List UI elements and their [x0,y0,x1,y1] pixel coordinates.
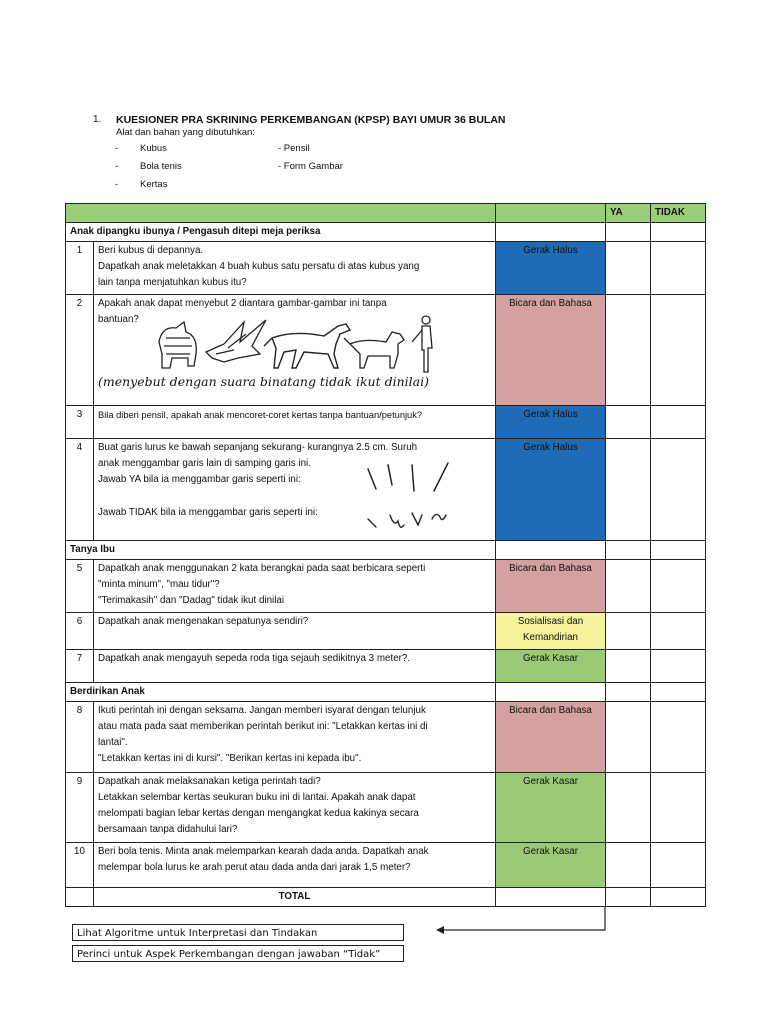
kpsp-table [65,203,706,907]
question-cell [94,406,496,439]
answer-ya[interactable] [606,773,651,843]
empty-cell [496,683,606,702]
col-ya: YA [606,204,651,223]
category-cell: Gerak Halus [496,242,606,295]
question-line: melompati bagian lebar kertas dengan mengangkat kedua kakinya secara [98,808,419,819]
answer-ya[interactable] [606,843,651,888]
answer-tidak[interactable] [651,843,706,888]
question-cell [94,242,496,295]
bullet: - [115,143,119,154]
horse-icon [264,324,350,368]
empty-cell [66,888,94,907]
question-line: Jawab TIDAK bila ia menggambar garis seperti ini: [98,507,318,518]
question-line: bersamaan tanpa didahului lari? [98,824,238,835]
answer-ya[interactable] [606,702,651,773]
question-line: lantai". [98,737,128,748]
empty-cell [496,888,606,907]
answer-tidak[interactable] [651,560,706,613]
category-cell: Gerak Halus [496,406,606,439]
category-cell: Gerak Kasar [496,650,606,683]
question-line: Dapatkah anak melaksanakan ketiga perintah tadi? [98,776,321,787]
table-row [66,613,706,650]
category-cell: Bicara dan Bahasa [496,560,606,613]
material-item: - Pensil [278,143,310,154]
category-line: Sosialisasi dan [517,616,584,627]
question-line: "Letakkan kertas ini di kursi". "Berikan kertas ini kepada ibu". [98,753,362,764]
header-cell [66,204,496,223]
question-line: Beri kubus di depannya. [98,245,204,256]
dog-icon [344,332,404,368]
table-row [66,242,706,295]
man-icon [412,316,432,372]
question-line: Dapatkah anak mengayuh sepeda roda tiga sejauh sedikitnya 3 meter?. [98,653,411,664]
answer-tidak[interactable] [651,702,706,773]
scribble-lines-icon [366,507,466,533]
answer-tidak[interactable] [651,773,706,843]
empty-cell [651,223,706,242]
question-cell [94,295,496,406]
question-line: Beri bola tenis. Minta anak melemparkan kearah dada anda. Dapatkah anak [98,846,429,857]
bullet: - [115,179,119,190]
answer-ya[interactable] [606,242,651,295]
empty-cell [496,541,606,560]
answer-ya[interactable] [606,439,651,541]
question-line: "Terimakasih" dan "Dadag" tidak ikut dinilai [98,595,284,606]
empty-cell [496,223,606,242]
question-line: Dapatkah anak menggunakan 2 kata berangkai pada saat berbicara seperti [98,563,426,574]
table-row [66,650,706,683]
header-row [66,204,706,223]
answer-tidak[interactable] [651,650,706,683]
section-title: Anak dipangku ibunya / Pengasuh ditepi meja periksa [66,223,496,242]
bird-icon [206,320,266,362]
table-row [66,560,706,613]
section-row [66,541,706,560]
question-line: Bila diberi pensil, apakah anak mencoret-coret kertas tanpa bantuan/petunjuk? [98,410,423,420]
question-line: Buat garis lurus ke bawah sepanjang sekurang- kurangnya 2.5 cm. Suruh [98,442,418,453]
category-cell: Bicara dan Bahasa [496,702,606,773]
detail-note: Perinci untuk Aspek Perkembangan dengan jawaban “Tidak” [72,945,404,962]
question-line: atau mata pada saat memberikan perintah berikut ini: "Letakkan kertas ini di [98,721,428,732]
question-line: Dapatkah anak meletakkan 4 buah kubus satu persatu di atas kubus yang [98,261,420,272]
material-item: Bola tenis [140,161,182,172]
question-line: lain tanpa menjatuhkan kubus itu? [98,277,247,288]
question-line: Apakah anak dapat menyebut 2 diantara gambar-gambar ini tanpa [98,298,387,309]
table-row [66,439,706,541]
empty-cell [606,683,651,702]
question-line: Ikuti perintah ini dengan seksama. Jangan memberi isyarat dengan telunjuk [98,705,426,716]
category-cell: Bicara dan Bahasa [496,295,606,406]
section-title: Berdirikan Anak [66,683,496,702]
answer-tidak[interactable] [651,613,706,650]
col-tidak: TIDAK [651,204,706,223]
question-cell [94,702,496,773]
row-number: 7 [66,650,94,683]
row-number: 5 [66,560,94,613]
answer-ya[interactable] [606,406,651,439]
material-item: - Form Gambar [278,161,343,172]
empty-cell [651,683,706,702]
answer-ya[interactable] [606,560,651,613]
straight-lines-icon [362,461,472,497]
question-line: melempar bola lurus ke arah perut atau dada anda dari jarak 1,5 meter? [98,862,411,873]
section-title: Tanya Ibu [66,541,496,560]
section-number: 1. [93,114,102,125]
answer-tidak[interactable] [651,295,706,406]
answer-tidak[interactable] [651,406,706,439]
question-cell [94,843,496,888]
category-cell [496,613,606,650]
question-cell [94,650,496,683]
row-number: 2 [66,295,94,406]
category-cell: Gerak Kasar [496,843,606,888]
question-line: bantuan? [98,314,139,325]
answer-tidak[interactable] [651,439,706,541]
row-number: 6 [66,613,94,650]
animal-pictures [154,314,454,374]
row-number: 8 [66,702,94,773]
question-line: Jawab YA bila ia menggambar garis seperti ini: [98,474,301,485]
total-row [66,888,706,907]
page-title: KUESIONER PRA SKRINING PERKEMBANGAN (KPSP) BAYI UMUR 36 BULAN [116,114,506,126]
total-tidak[interactable] [651,888,706,907]
question-line: "minta minum", "mau tidur"? [98,579,220,590]
empty-cell [606,541,651,560]
row-number: 9 [66,773,94,843]
material-item: Kubus [140,143,167,154]
question-line: Letakkan selembar kertas seukuran buku ini di lantai. Apakah anak dapat [98,792,416,803]
arrow-left-icon [432,906,612,936]
question-line: anak menggambar garis lain di samping garis ini. [98,458,311,469]
category-line: Kemandirian [522,632,578,643]
category-cell: Gerak Kasar [496,773,606,843]
materials-heading: Alat dan bahan yang dibutuhkan: [116,127,255,138]
answer-ya[interactable] [606,650,651,683]
question-line: Dapatkah anak mengenakan sepatunya sendiri? [98,616,309,627]
answer-tidak[interactable] [651,242,706,295]
question-cell [94,773,496,843]
row-number: 3 [66,406,94,439]
question-cell [94,560,496,613]
cat-icon [159,322,196,368]
empty-cell [651,541,706,560]
question-note: (menyebut dengan suara binatang tidak ikut dinilai) [98,374,429,389]
table-row [66,295,706,406]
row-number: 10 [66,843,94,888]
table-row [66,702,706,773]
total-ya[interactable] [606,888,651,907]
row-number: 1 [66,242,94,295]
total-label: TOTAL [94,888,496,907]
table-row [66,843,706,888]
answer-ya[interactable] [606,613,651,650]
table-row [66,773,706,843]
material-item: Kertas [140,179,168,190]
question-cell [94,439,496,541]
section-row [66,223,706,242]
section-row [66,683,706,702]
answer-ya[interactable] [606,295,651,406]
row-number: 4 [66,439,94,541]
category-cell: Gerak Halus [496,439,606,541]
table-row [66,406,706,439]
empty-cell [606,223,651,242]
header-cell [496,204,606,223]
algorithm-note: Lihat Algoritme untuk Interpretasi dan Tindakan [72,924,404,941]
bullet: - [115,161,119,172]
question-cell [94,613,496,650]
